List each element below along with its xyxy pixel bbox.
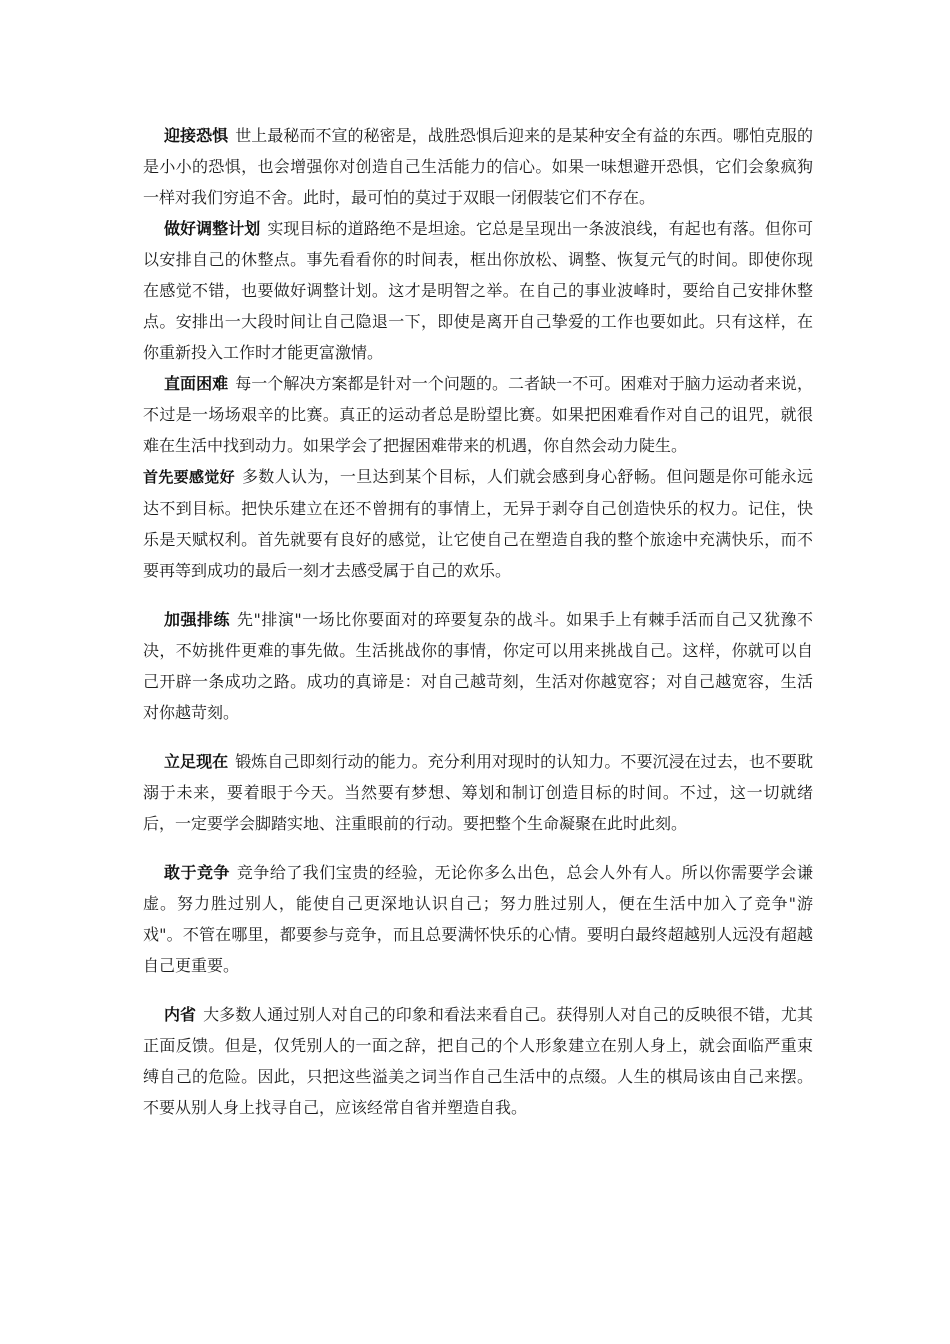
section-face-difficulty (143, 368, 813, 461)
section-heading: 内省 (164, 1005, 197, 1024)
section-heading: 加强排练 (164, 610, 230, 629)
section-body: 实现目标的道路绝不是坦途。它总是呈现出一条波浪线，有起也有落。但你可以安排自己的休整点。事先看看你的时间表，框出你放松、调整、恢复元气的时间。即使你现在感觉不错，也要做好调整计划。这才是明智之举。在自己的事业波峰时，要给自己安排休整点。安排出一大段时间让自己隐退一下，即使是离开自己挚爱的工作也要如此。只有这样，在你重新投入工作时才能更富激情。 (143, 219, 813, 362)
section-heading: 迎接恐惧 (164, 126, 229, 145)
section-body: 锻炼自己即刻行动的能力。充分利用对现时的认知力。不要沉浸在过去，也不要耽溺于未来，要着眼于今天。当然要有梦想、筹划和制订创造目标的时间。不过，这一切就绪后，一定要学会脚踏实地、注重眼前的行动。要把整个生命凝聚在此时此刻。 (143, 752, 813, 833)
section-introspection (143, 999, 813, 1123)
document-page (143, 120, 813, 1123)
section-body: 每一个解决方案都是针对一个问题的。二者缺一不可。困难对于脑力运动者来说，不过是一场场艰辛的比赛。真正的运动者总是盼望比赛。如果把困难看作对自己的诅咒，就很难在生活中找到动力。如果学会了把握困难带来的机遇，你自然会动力陡生。 (143, 374, 813, 455)
section-body: 竞争给了我们宝贵的经验，无论你多么出色，总会人外有人。所以你需要学会谦虚。努力胜过别人，能使自己更深地认识自己；努力胜过别人，便在生活中加入了竞争"游戏"。不管在哪里，都要参与竞争，而且总要满怀快乐的心情。要明白最终超越别人远没有超越自己更重要。 (143, 863, 813, 975)
section-dare-compete (143, 857, 813, 981)
section-heading: 敢于竞争 (164, 863, 230, 882)
section-body: 大多数人通过别人对自己的印象和看法来看自己。获得别人对自己的反映很不错，尤其正面反馈。但是，仅凭别人的一面之辞，把自己的个人形象建立在别人身上，就会面临严重束缚自己的危险。因此，只把这些溢美之词当作自己生活中的点缀。人生的棋局该由自己来摆。不要从别人身上找寻自己，应该经常自省并塑造自我。 (143, 1005, 813, 1117)
section-body: 世上最秘而不宣的秘密是，战胜恐惧后迎来的是某种安全有益的东西。哪怕克服的是小小的恐惧，也会增强你对创造自己生活能力的信心。如果一味想避开恐惧，它们会象疯狗一样对我们穷追不舍。此时，最可怕的莫过于双眼一闭假装它们不存在。 (143, 126, 813, 207)
section-heading: 直面困难 (164, 374, 229, 393)
section-confront-fear (143, 120, 813, 213)
section-body: 先"排演"一场比你要面对的琗要复杂的战斗。如果手上有棘手活而自己又犹豫不决，不妨挑件更难的事先做。生活挑战你的事情，你定可以用来挑战自己。这样，你就可以自己开辟一条成功之路。成功的真谛是：对自己越苛刻，生活对你越宽容；对自己越宽容，生活对你越苛刻。 (143, 610, 813, 722)
section-heading: 立足现在 (164, 752, 229, 771)
section-feel-good-first (143, 461, 813, 586)
section-heading: 做好调整计划 (164, 219, 261, 238)
section-adjustment-plan (143, 213, 813, 368)
section-rehearse (143, 604, 813, 728)
section-heading: 首先要感觉好 (143, 468, 235, 486)
section-live-present (143, 746, 813, 839)
section-body: 多数人认为，一旦达到某个目标，人们就会感到身心舒畅。但问题是你可能永远达不到目标。把快乐建立在还不曾拥有的事情上，无异于剥夺自己创造快乐的权力。记住，快乐是天赋权利。首先就要有良好的感觉，让它使自己在塑造自我的整个旅途中充满快乐，而不要再等到成功的最后一刻才去感受属于自己的欢乐。 (143, 467, 813, 580)
